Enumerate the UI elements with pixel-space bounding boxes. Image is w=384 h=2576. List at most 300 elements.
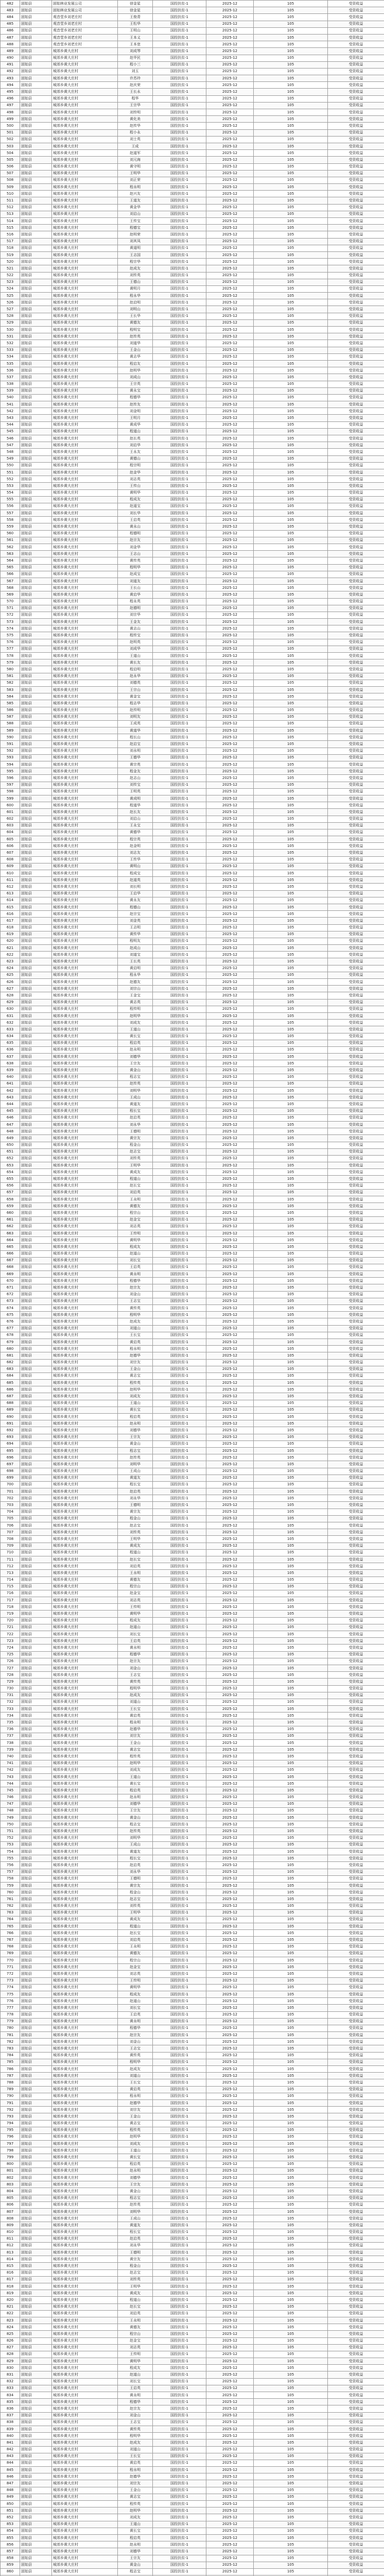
county-cell: 固始县: [20, 2079, 52, 2086]
amount-cell: 105: [254, 2507, 328, 2514]
table-row: [1, 2113, 384, 2120]
amount-cell: 105: [254, 958, 328, 965]
county-cell: 固始县: [20, 360, 52, 367]
table-row: [1, 1440, 384, 1447]
county-cell: 固始县: [20, 904, 52, 910]
period-cell: 2025-12: [206, 1020, 254, 1026]
period-cell: 2025-12: [206, 1801, 254, 1807]
amount-cell: 105: [254, 1821, 328, 1828]
county-cell: 固始县: [20, 1617, 52, 1624]
name-cell: 刘明华: [118, 1461, 153, 1468]
name-cell: 赵道山: [118, 1624, 153, 1631]
type-cell: 受资收益: [328, 2249, 384, 2256]
unit-cell: 城郊乡黄大庄村: [52, 2147, 118, 2154]
table-row: [1, 571, 384, 578]
row-number-cell: 596: [1, 775, 20, 782]
row-number-cell: 687: [1, 1393, 20, 1400]
row-number-cell: 494: [1, 82, 20, 89]
unit-cell: 城郊乡黄大庄村: [52, 1094, 118, 1101]
project-cell: 国投扶贫-1: [153, 1223, 206, 1230]
county-cell: 固始县: [20, 265, 52, 272]
county-cell: 固始县: [20, 293, 52, 299]
row-number-cell: 622: [1, 952, 20, 958]
county-cell: 固始县: [20, 666, 52, 673]
name-cell: 王宗友: [118, 1060, 153, 1067]
name-cell: 赵成友: [118, 265, 153, 272]
table-row: [1, 2161, 384, 2167]
unit-cell: 城郊乡黄大庄村: [52, 2011, 118, 2018]
county-cell: 固始县: [20, 1101, 52, 1108]
unit-cell: 城郊乡黄大庄村: [52, 530, 118, 537]
project-cell: 国投扶贫-1: [153, 293, 206, 299]
table-row: [1, 489, 384, 496]
unit-cell: 观音堂乡刘老庄村: [52, 21, 118, 27]
project-cell: 国投扶贫-1: [153, 2385, 206, 2392]
period-cell: 2025-12: [206, 591, 254, 598]
table-row: [1, 136, 384, 143]
project-cell: 国投扶贫-1: [153, 1950, 206, 1957]
table-row: [1, 469, 384, 476]
type-cell: 受资收益: [328, 503, 384, 510]
table-row: [1, 1556, 384, 1563]
period-cell: 2025-12: [206, 387, 254, 394]
project-cell: 国投扶贫-1: [153, 1726, 206, 1733]
name-cell: 刘德华: [118, 2175, 153, 2181]
county-cell: 固始县: [20, 116, 52, 123]
table-row: [1, 877, 384, 884]
row-number-cell: 525: [1, 293, 20, 299]
period-cell: 2025-12: [206, 1522, 254, 1529]
name-cell: 王志宝: [118, 1672, 153, 1679]
table-row: [1, 1434, 384, 1440]
row-number-cell: 747: [1, 1801, 20, 1807]
amount-cell: 105: [254, 1543, 328, 1549]
amount-cell: 105: [254, 2351, 328, 2358]
table-row: [1, 1427, 384, 1434]
period-cell: 2025-12: [206, 2263, 254, 2269]
table-row: [1, 2127, 384, 2133]
project-cell: 国投扶贫-1: [153, 2133, 206, 2140]
project-cell: 国投扶贫-1: [153, 1278, 206, 1284]
table-row: [1, 116, 384, 123]
type-cell: 受资收益: [328, 986, 384, 992]
period-cell: 2025-12: [206, 965, 254, 972]
county-cell: 固始县: [20, 707, 52, 714]
project-cell: 国投扶贫-1: [153, 2378, 206, 2385]
table-row: [1, 82, 384, 89]
project-cell: 国投扶贫-1: [153, 143, 206, 149]
period-cell: 2025-12: [206, 700, 254, 707]
type-cell: 受资收益: [328, 360, 384, 367]
type-cell: 受资收益: [328, 1556, 384, 1563]
name-cell: 刘道山: [118, 1699, 153, 1705]
name-cell: 王德山: [118, 279, 153, 285]
amount-cell: 105: [254, 1278, 328, 1284]
county-cell: 固始县: [20, 1760, 52, 1767]
type-cell: 受资收益: [328, 1488, 384, 1495]
table-row: [1, 1088, 384, 1094]
unit-cell: 城郊乡黄大庄村: [52, 340, 118, 347]
table-row: [1, 714, 384, 720]
project-cell: 国投扶贫-1: [153, 2358, 206, 2365]
type-cell: 受资收益: [328, 238, 384, 245]
name-cell: 王金山: [118, 1366, 153, 1372]
county-cell: 固始县: [20, 1495, 52, 1502]
row-number-cell: 731: [1, 1692, 20, 1699]
period-cell: 2025-12: [206, 435, 254, 442]
table-row: [1, 1692, 384, 1699]
amount-cell: 105: [254, 2324, 328, 2331]
project-cell: 国投扶贫-1: [153, 1923, 206, 1930]
period-cell: 2025-12: [206, 2378, 254, 2385]
table-row: [1, 2439, 384, 2446]
county-cell: 固始县: [20, 850, 52, 856]
name-cell: 赵志山: [118, 775, 153, 782]
name-cell: 程小三: [118, 61, 153, 68]
amount-cell: 105: [254, 2201, 328, 2208]
county-cell: 固始县: [20, 2297, 52, 2303]
table-row: [1, 353, 384, 360]
amount-cell: 105: [254, 143, 328, 149]
table-row: [1, 238, 384, 245]
amount-cell: 105: [254, 1957, 328, 1964]
type-cell: 受资收益: [328, 1020, 384, 1026]
period-cell: 2025-12: [206, 557, 254, 564]
period-cell: 2025-12: [206, 455, 254, 462]
table-row: [1, 2235, 384, 2242]
name-cell: 刘成华: [118, 646, 153, 652]
amount-cell: 105: [254, 109, 328, 116]
row-number-cell: 848: [1, 2487, 20, 2494]
amount-cell: 105: [254, 537, 328, 544]
amount-cell: 105: [254, 761, 328, 768]
project-cell: 国投扶贫-1: [153, 2222, 206, 2229]
type-cell: 受资收益: [328, 347, 384, 353]
project-cell: 国投扶贫-1: [153, 904, 206, 910]
row-number-cell: 571: [1, 605, 20, 612]
name-cell: 王长宝: [118, 1706, 153, 1713]
period-cell: 2025-12: [206, 1488, 254, 1495]
unit-cell: 城郊乡黄大庄村: [52, 442, 118, 449]
project-cell: 国投扶贫-1: [153, 2066, 206, 2073]
name-cell: 程成友: [118, 496, 153, 503]
type-cell: 受资收益: [328, 34, 384, 41]
project-cell: 国投扶贫-1: [153, 177, 206, 183]
county-cell: 固始县: [20, 2494, 52, 2500]
amount-cell: 105: [254, 2127, 328, 2133]
project-cell: 国投扶贫-1: [153, 1556, 206, 1563]
unit-cell: 城郊乡黄大庄村: [52, 1305, 118, 1312]
row-number-cell: 749: [1, 1815, 20, 1821]
table-row: [1, 204, 384, 211]
amount-cell: 105: [254, 2494, 328, 2500]
period-cell: 2025-12: [206, 1624, 254, 1631]
period-cell: 2025-12: [206, 1169, 254, 1176]
name-cell: 王启英: [118, 1638, 153, 1645]
amount-cell: 105: [254, 1312, 328, 1318]
county-cell: 固始县: [20, 1020, 52, 1026]
name-cell: 刘道山: [118, 1325, 153, 1332]
table-row: [1, 1196, 384, 1203]
project-cell: 国投扶贫-1: [153, 727, 206, 734]
name-cell: 王成山: [118, 1094, 153, 1101]
name-cell: 赵长宝: [118, 1556, 153, 1563]
project-cell: 国投扶贫-1: [153, 1590, 206, 1597]
row-number-cell: 667: [1, 1257, 20, 1264]
table-row: [1, 2419, 384, 2426]
name-cell: 刘金山: [118, 2039, 153, 2045]
type-cell: 受资收益: [328, 1101, 384, 1108]
table-row: [1, 2534, 384, 2541]
table-row: [1, 1012, 384, 1019]
amount-cell: 105: [254, 870, 328, 877]
period-cell: 2025-12: [206, 1291, 254, 1298]
type-cell: 受资收益: [328, 2453, 384, 2460]
unit-cell: 城郊乡黄大庄村: [52, 1121, 118, 1128]
amount-cell: 105: [254, 333, 328, 340]
county-cell: 固始县: [20, 109, 52, 116]
table-row: [1, 2167, 384, 2174]
project-cell: 国投扶贫-1: [153, 1393, 206, 1400]
period-cell: 2025-12: [206, 707, 254, 714]
county-cell: 固始县: [20, 653, 52, 659]
type-cell: 受资收益: [328, 1529, 384, 1536]
row-number-cell: 564: [1, 557, 20, 564]
row-number-cell: 543: [1, 415, 20, 421]
name-cell: 赵道山: [118, 2371, 153, 2378]
period-cell: 2025-12: [206, 489, 254, 496]
project-cell: 国投扶贫-1: [153, 2093, 206, 2099]
row-number-cell: 574: [1, 625, 20, 632]
type-cell: 受资收益: [328, 2521, 384, 2528]
amount-cell: 105: [254, 979, 328, 986]
project-cell: 国投扶贫-1: [153, 327, 206, 333]
table-row: [1, 415, 384, 421]
table-row: [1, 1257, 384, 1264]
name-cell: 黄长宝: [118, 2154, 153, 2161]
amount-cell: 105: [254, 2446, 328, 2453]
type-cell: 受资收益: [328, 1889, 384, 1896]
table-row: [1, 1753, 384, 1760]
type-cell: 受资收益: [328, 1631, 384, 1638]
unit-cell: 城郊乡黄大庄村: [52, 2120, 118, 2127]
amount-cell: 105: [254, 646, 328, 652]
unit-cell: 城郊乡黄大庄村: [52, 809, 118, 816]
county-cell: 固始县: [20, 680, 52, 686]
period-cell: 2025-12: [206, 421, 254, 428]
row-number-cell: 825: [1, 2331, 20, 2337]
name-cell: 黄宗友: [118, 1882, 153, 1889]
row-number-cell: 619: [1, 931, 20, 938]
table-row: [1, 557, 384, 564]
row-number-cell: 798: [1, 2147, 20, 2154]
table-row: [1, 2337, 384, 2344]
unit-cell: 城郊乡黄大庄村: [52, 225, 118, 231]
county-cell: 固始县: [20, 1026, 52, 1033]
project-cell: 国投扶贫-1: [153, 564, 206, 571]
amount-cell: 105: [254, 469, 328, 476]
period-cell: 2025-12: [206, 904, 254, 910]
county-cell: 固始县: [20, 2018, 52, 2025]
period-cell: 2025-12: [206, 1237, 254, 1244]
amount-cell: 105: [254, 1447, 328, 1454]
county-cell: 固始县: [20, 802, 52, 809]
table-row: [1, 1291, 384, 1298]
row-number-cell: 561: [1, 537, 20, 544]
name-cell: 赵成山: [118, 945, 153, 952]
unit-cell: 城郊乡黄大庄村: [52, 1699, 118, 1705]
amount-cell: 105: [254, 707, 328, 714]
unit-cell: 城郊乡黄大庄村: [52, 1502, 118, 1509]
amount-cell: 105: [254, 483, 328, 489]
county-cell: 固始县: [20, 1801, 52, 1807]
period-cell: 2025-12: [206, 2528, 254, 2534]
county-cell: 固始县: [20, 1773, 52, 1780]
name-cell: 程长山: [118, 734, 153, 741]
row-number-cell: 560: [1, 530, 20, 537]
period-cell: 2025-12: [206, 1006, 254, 1012]
table-row: [1, 55, 384, 61]
unit-cell: 城郊乡黄大庄村: [52, 877, 118, 884]
county-cell: 固始县: [20, 1196, 52, 1203]
project-cell: 国投扶贫-1: [153, 2534, 206, 2541]
name-cell: 王传山: [118, 483, 153, 489]
type-cell: 受资收益: [328, 877, 384, 884]
unit-cell: 城郊乡黄大庄村: [52, 353, 118, 360]
period-cell: 2025-12: [206, 720, 254, 727]
table-row: [1, 1835, 384, 1841]
period-cell: 2025-12: [206, 367, 254, 374]
name-cell: 赵德友: [118, 979, 153, 986]
unit-cell: 城郊乡黄大庄村: [52, 2188, 118, 2195]
unit-cell: 城郊乡黄大庄村: [52, 632, 118, 639]
name-cell: 赵永明: [118, 2541, 153, 2548]
project-cell: 国投扶贫-1: [153, 1991, 206, 1997]
project-cell: 国投扶贫-1: [153, 659, 206, 666]
period-cell: 2025-12: [206, 1026, 254, 1033]
table-row: [1, 2133, 384, 2140]
amount-cell: 105: [254, 829, 328, 836]
period-cell: 2025-12: [206, 2242, 254, 2249]
table-row: [1, 503, 384, 510]
table-row: [1, 1020, 384, 1026]
name-cell: 黄宗英: [118, 761, 153, 768]
table-row: [1, 191, 384, 197]
row-number-cell: 854: [1, 2528, 20, 2534]
period-cell: 2025-12: [206, 2548, 254, 2555]
amount-cell: 105: [254, 1740, 328, 1747]
period-cell: 2025-12: [206, 1318, 254, 1325]
name-cell: 刘明友: [118, 714, 153, 720]
name-cell: 黄志宝: [118, 2494, 153, 2500]
project-cell: 国投扶贫-1: [153, 1026, 206, 1033]
table-row: [1, 408, 384, 415]
table-row: [1, 340, 384, 347]
table-row: [1, 21, 384, 27]
amount-cell: 105: [254, 306, 328, 313]
type-cell: 受资收益: [328, 1346, 384, 1352]
amount-cell: 105: [254, 2568, 328, 2575]
project-cell: 国投扶贫-1: [153, 1088, 206, 1094]
name-cell: 程宗山: [118, 1583, 153, 1590]
type-cell: 受资收益: [328, 2303, 384, 2310]
table-row: [1, 2276, 384, 2283]
project-cell: 国投扶贫-1: [153, 1012, 206, 1019]
unit-cell: 城郊乡黄大庄村: [52, 184, 118, 191]
period-cell: 2025-12: [206, 2141, 254, 2147]
project-cell: 国投扶贫-1: [153, 1583, 206, 1590]
amount-cell: 105: [254, 1631, 328, 1638]
unit-cell: 城郊乡黄大庄村: [52, 952, 118, 958]
row-number-cell: 695: [1, 1447, 20, 1454]
project-cell: 国投扶贫-1: [153, 2480, 206, 2487]
period-cell: 2025-12: [206, 285, 254, 292]
row-number-cell: 660: [1, 1210, 20, 1216]
name-cell: 程志宝: [118, 1447, 153, 1454]
name-cell: 黄明山: [118, 863, 153, 870]
project-cell: 国投扶贫-1: [153, 605, 206, 612]
project-cell: 国投扶贫-1: [153, 1169, 206, 1176]
project-cell: 国投扶贫-1: [153, 1536, 206, 1543]
type-cell: 受资收益: [328, 2154, 384, 2161]
table-row: [1, 293, 384, 299]
amount-cell: 105: [254, 7, 328, 14]
period-cell: 2025-12: [206, 564, 254, 571]
project-cell: 国投扶贫-1: [153, 231, 206, 238]
name-cell: 王成山: [118, 1468, 153, 1475]
period-cell: 2025-12: [206, 1903, 254, 1909]
period-cell: 2025-12: [206, 1638, 254, 1645]
county-cell: 固始县: [20, 1386, 52, 1393]
county-cell: 固始县: [20, 2147, 52, 2154]
project-cell: 国投扶贫-1: [153, 1815, 206, 1821]
amount-cell: 105: [254, 442, 328, 449]
row-number-cell: 643: [1, 1094, 20, 1101]
type-cell: 受资收益: [328, 333, 384, 340]
row-number-cell: 767: [1, 1937, 20, 1943]
name-cell: 刘道山: [118, 2446, 153, 2453]
project-cell: 国投扶贫-1: [153, 2235, 206, 2242]
row-number-cell: 531: [1, 333, 20, 340]
type-cell: 受资收益: [328, 2086, 384, 2093]
project-cell: 国投扶贫-1: [153, 1977, 206, 1984]
row-number-cell: 629: [1, 999, 20, 1006]
amount-cell: 105: [254, 394, 328, 401]
name-cell: 王宗友: [118, 2555, 153, 2562]
county-cell: 固始县: [20, 1509, 52, 1515]
unit-cell: 城郊乡黄大庄村: [52, 1515, 118, 1522]
period-cell: 2025-12: [206, 2331, 254, 2337]
period-cell: 2025-12: [206, 1747, 254, 1753]
period-cell: 2025-12: [206, 1454, 254, 1461]
unit-cell: 固始林业发展公司: [52, 1, 118, 7]
unit-cell: 城郊乡黄大庄村: [52, 2141, 118, 2147]
amount-cell: 105: [254, 2208, 328, 2215]
type-cell: 受资收益: [328, 1475, 384, 1481]
type-cell: 受资收益: [328, 1162, 384, 1169]
row-number-cell: 676: [1, 1318, 20, 1325]
table-row: [1, 1597, 384, 1604]
table-row: [1, 367, 384, 374]
period-cell: 2025-12: [206, 1692, 254, 1699]
project-cell: 国投扶贫-1: [153, 225, 206, 231]
table-row: [1, 1909, 384, 1916]
unit-cell: 城郊乡黄大庄村: [52, 2426, 118, 2432]
table-row: [1, 435, 384, 442]
name-cell: 赵明华: [118, 367, 153, 374]
row-number-cell: 482: [1, 1, 20, 7]
project-cell: 国投扶贫-1: [153, 2045, 206, 2052]
